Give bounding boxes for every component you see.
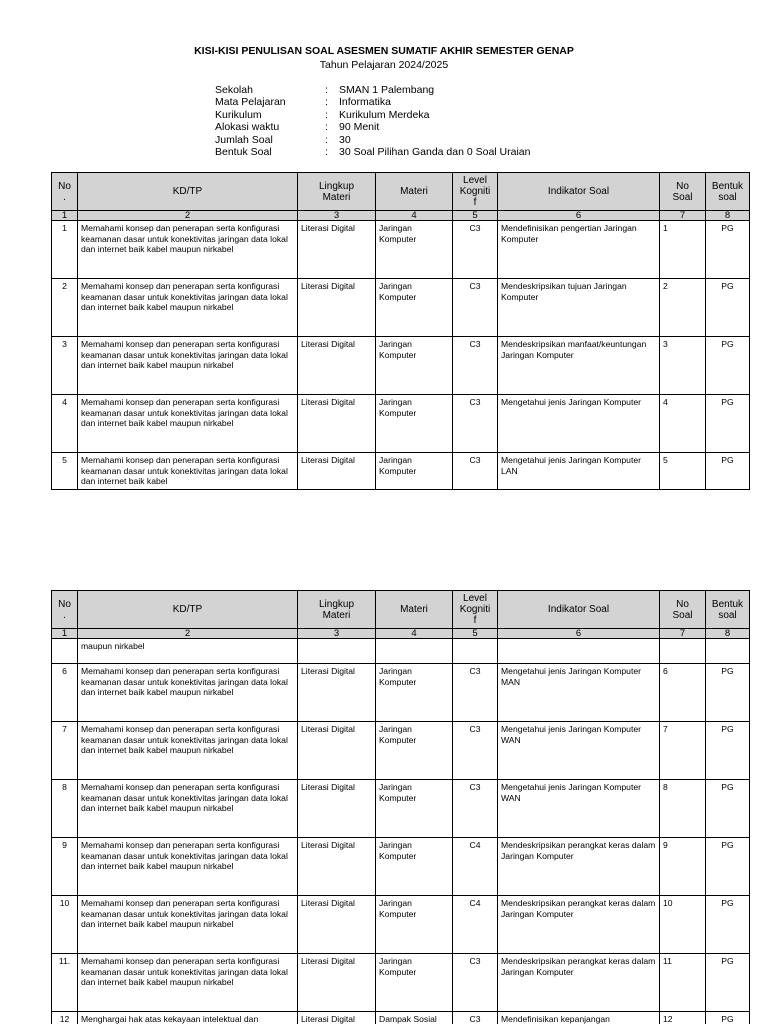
cell-level: C4 [453, 838, 498, 896]
cell-indikator: Mengetahui jenis Jaringan Komputer MAN [498, 664, 660, 722]
table-row [52, 722, 750, 780]
table-row [52, 337, 750, 395]
meta-colon: : [325, 96, 328, 109]
table-row [52, 639, 750, 664]
cell-kd: Memahami konsep dan penerapan serta konfigurasi keamanan dasar untuk konektivitas jaringan data lokal dan internet baik kabel maupun nirkabel [78, 780, 298, 838]
cell-nosoal: 5 [660, 453, 706, 490]
cell-kd: Memahami konsep dan penerapan serta konfigurasi keamanan dasar untuk konektivitas jaringan data lokal dan internet baik kabel maupun nirkabel [78, 838, 298, 896]
cell-materi: Jaringan Komputer [376, 337, 453, 395]
column-number: 7 [660, 629, 706, 639]
cell-lingkup: Literasi Digital [298, 954, 376, 1012]
meta-value: SMAN 1 Palembang [339, 84, 435, 96]
cell-nosoal: 12 [660, 1012, 706, 1024]
cell-bentuk: PG [706, 279, 750, 337]
header-kd: KD/TP [78, 591, 298, 629]
header-level: Level Kogniti f [453, 173, 498, 211]
cell-nosoal: 3 [660, 337, 706, 395]
column-number: 6 [498, 629, 660, 639]
cell-bentuk: PG [706, 221, 750, 279]
cell-no: 12 [52, 1012, 78, 1024]
cell-kd: Memahami konsep dan penerapan serta konfigurasi keamanan dasar untuk konektivitas jaringan data lokal dan internet baik kabel [78, 453, 298, 490]
cell-nosoal: 8 [660, 780, 706, 838]
cell-indikator: Mendeskripsikan perangkat keras dalam Jaringan Komputer [498, 954, 660, 1012]
cell-kd: Memahami konsep dan penerapan serta konfigurasi keamanan dasar untuk konektivitas jaringan data lokal dan internet baik kabel maupun nirkabel [78, 279, 298, 337]
header-level: Level Kogniti f [453, 591, 498, 629]
cell-kd: Memahami konsep dan penerapan serta konfigurasi keamanan dasar untuk konektivitas jaringan data lokal dan internet baik kabel maupun nirkabel [78, 221, 298, 279]
cell-kd: Memahami konsep dan penerapan serta konfigurasi keamanan dasar untuk konektivitas jaringan data lokal dan internet baik kabel maupun nirkabel [78, 664, 298, 722]
cell-nosoal: 6 [660, 664, 706, 722]
meta-row [215, 134, 530, 146]
cell-bentuk [706, 639, 750, 664]
cell-bentuk: PG [706, 954, 750, 1012]
meta-row [215, 96, 530, 108]
column-number: 3 [298, 629, 376, 639]
cell-lingkup: Literasi Digital [298, 453, 376, 490]
cell-bentuk: PG [706, 453, 750, 490]
table-header-row [52, 591, 750, 629]
header-nosoal: No Soal [660, 591, 706, 629]
meta-value: 90 Menit [339, 121, 380, 134]
document-subtitle: Tahun Pelajaran 2024/2025 [319, 59, 449, 71]
meta-colon: : [325, 108, 328, 121]
cell-no: 3 [52, 337, 78, 395]
cell-bentuk: PG [706, 1012, 750, 1024]
cell-nosoal: 7 [660, 722, 706, 780]
table-row [52, 1012, 750, 1024]
header-materi: Materi [376, 591, 453, 629]
cell-materi: Jaringan Komputer [376, 954, 453, 1012]
cell-lingkup: Literasi Digital [298, 221, 376, 279]
cell-materi: Dampak Sosial [376, 1012, 453, 1024]
cell-nosoal: 2 [660, 279, 706, 337]
kisi-table-page-2 [51, 590, 750, 1024]
cell-no: 6 [52, 664, 78, 722]
table-row [52, 395, 750, 453]
table-row [52, 780, 750, 838]
cell-bentuk: PG [706, 722, 750, 780]
cell-lingkup [298, 639, 376, 664]
cell-no: 11. [52, 954, 78, 1012]
table-row [52, 954, 750, 1012]
meta-row [215, 146, 530, 158]
column-number: 8 [706, 629, 750, 639]
table-header-row [52, 173, 750, 211]
header-materi: Materi [376, 173, 453, 211]
cell-kd: Memahami konsep dan penerapan serta konfigurasi keamanan dasar untuk konektivitas jaringan data lokal dan internet baik kabel maupun nirkabel [78, 896, 298, 954]
cell-kd: Menghargai hak atas kekayaan intelektual dan [78, 1012, 298, 1024]
cell-bentuk: PG [706, 337, 750, 395]
cell-materi: Jaringan Komputer [376, 221, 453, 279]
meta-row [215, 121, 530, 133]
column-number: 2 [78, 629, 298, 639]
column-number: 6 [498, 211, 660, 221]
meta-colon: : [325, 84, 328, 96]
cell-level: C3 [453, 780, 498, 838]
cell-lingkup: Literasi Digital [298, 664, 376, 722]
cell-indikator [498, 639, 660, 664]
meta-value: 30 [339, 133, 351, 146]
kisi-table-page-1 [51, 172, 750, 490]
table-row [52, 896, 750, 954]
cell-lingkup: Literasi Digital [298, 279, 376, 337]
cell-level: C3 [453, 279, 498, 337]
meta-colon: : [325, 121, 328, 134]
cell-indikator: Mengetahui jenis Jaringan Komputer WAN [498, 780, 660, 838]
column-number: 8 [706, 211, 750, 221]
header-indikator: Indikator Soal [498, 173, 660, 211]
cell-no: 4 [52, 395, 78, 453]
meta-label: Kurikulum [215, 108, 262, 121]
meta-value: Informatika [339, 96, 391, 109]
cell-nosoal: 10 [660, 896, 706, 954]
header-no: No . [52, 591, 78, 629]
cell-indikator: Mendeskripsikan perangkat keras dalam Jaringan Komputer [498, 838, 660, 896]
cell-level: C3 [453, 954, 498, 1012]
cell-indikator: Mendeskripsikan perangkat keras dalam Jaringan Komputer [498, 896, 660, 954]
cell-no: 1 [52, 221, 78, 279]
column-number: 4 [376, 629, 453, 639]
identity-block [215, 84, 530, 158]
header-bentuk: Bentuk soal [706, 591, 750, 629]
cell-indikator: Mengetahui jenis Jaringan Komputer [498, 395, 660, 453]
cell-level [453, 639, 498, 664]
meta-value: Kurikulum Merdeka [339, 108, 430, 121]
cell-lingkup: Literasi Digital [298, 1012, 376, 1024]
cell-level: C3 [453, 453, 498, 490]
column-number-row [52, 211, 750, 221]
table-row [52, 838, 750, 896]
column-number: 7 [660, 211, 706, 221]
meta-label: Alokasi waktu [215, 121, 280, 134]
header-lingkup: Lingkup Materi [298, 173, 376, 211]
header-nosoal: No Soal [660, 173, 706, 211]
cell-materi: Jaringan Komputer [376, 279, 453, 337]
cell-bentuk: PG [706, 838, 750, 896]
column-number: 5 [453, 211, 498, 221]
cell-materi: Jaringan Komputer [376, 838, 453, 896]
column-number: 1 [52, 629, 78, 639]
document-title: KISI-KISI PENULISAN SOAL ASESMEN SUMATIF AKHIR SEMESTER GENAP [194, 45, 574, 57]
cell-indikator: Mendefinisikan kepanjangan [498, 1012, 660, 1024]
meta-label: Mata Pelajaran [215, 96, 286, 109]
cell-no [52, 639, 78, 664]
cell-lingkup: Literasi Digital [298, 337, 376, 395]
table-row [52, 221, 750, 279]
cell-indikator: Mendefinisikan pengertian Jaringan Komputer [498, 221, 660, 279]
cell-lingkup: Literasi Digital [298, 395, 376, 453]
column-number: 2 [78, 211, 298, 221]
header-bentuk: Bentuk soal [706, 173, 750, 211]
cell-kd: Memahami konsep dan penerapan serta konfigurasi keamanan dasar untuk konektivitas jaringan data lokal dan internet baik kabel maupun nirkabel [78, 954, 298, 1012]
meta-colon: : [325, 145, 328, 158]
meta-label: Sekolah [215, 84, 253, 96]
header-kd: KD/TP [78, 173, 298, 211]
cell-level: C3 [453, 221, 498, 279]
cell-lingkup: Literasi Digital [298, 780, 376, 838]
cell-materi: Jaringan Komputer [376, 453, 453, 490]
cell-no: 10 [52, 896, 78, 954]
header-no: No . [52, 173, 78, 211]
cell-kd: Memahami konsep dan penerapan serta konfigurasi keamanan dasar untuk konektivitas jaringan data lokal dan internet baik kabel maupun nirkabel [78, 395, 298, 453]
cell-nosoal: 9 [660, 838, 706, 896]
cell-materi: Jaringan Komputer [376, 780, 453, 838]
cell-materi: Jaringan Komputer [376, 664, 453, 722]
column-number-row [52, 629, 750, 639]
cell-lingkup: Literasi Digital [298, 896, 376, 954]
cell-no: 7 [52, 722, 78, 780]
cell-bentuk: PG [706, 395, 750, 453]
cell-kd: maupun nirkabel [78, 639, 298, 664]
cell-materi [376, 639, 453, 664]
cell-no: 2 [52, 279, 78, 337]
cell-lingkup: Literasi Digital [298, 838, 376, 896]
meta-row [215, 109, 530, 121]
cell-level: C3 [453, 722, 498, 780]
cell-kd: Memahami konsep dan penerapan serta konfigurasi keamanan dasar untuk konektivitas jaringan data lokal dan internet baik kabel maupun nirkabel [78, 722, 298, 780]
cell-materi: Jaringan Komputer [376, 896, 453, 954]
cell-level: C3 [453, 395, 498, 453]
cell-bentuk: PG [706, 780, 750, 838]
cell-no: 8 [52, 780, 78, 838]
meta-row [215, 84, 530, 96]
column-number: 1 [52, 211, 78, 221]
header-indikator: Indikator Soal [498, 591, 660, 629]
cell-materi: Jaringan Komputer [376, 395, 453, 453]
column-number: 4 [376, 211, 453, 221]
table-row [52, 279, 750, 337]
meta-value: 30 Soal Pilihan Ganda dan 0 Soal Uraian [339, 145, 531, 158]
cell-indikator: Mengetahui jenis Jaringan Komputer LAN [498, 453, 660, 490]
cell-bentuk: PG [706, 664, 750, 722]
cell-indikator: Mendeskripsikan manfaat/keuntungan Jaringan Komputer [498, 337, 660, 395]
column-number: 5 [453, 629, 498, 639]
cell-no: 9 [52, 838, 78, 896]
cell-kd: Memahami konsep dan penerapan serta konfigurasi keamanan dasar untuk konektivitas jaringan data lokal dan internet baik kabel maupun nirkabel [78, 337, 298, 395]
cell-nosoal: 11 [660, 954, 706, 1012]
cell-indikator: Mengetahui jenis Jaringan Komputer WAN [498, 722, 660, 780]
cell-level: C3 [453, 337, 498, 395]
cell-no: 5 [52, 453, 78, 490]
meta-label: Bentuk Soal [215, 145, 272, 158]
cell-bentuk: PG [706, 896, 750, 954]
column-number: 3 [298, 211, 376, 221]
cell-materi: Jaringan Komputer [376, 722, 453, 780]
header-lingkup: Lingkup Materi [298, 591, 376, 629]
cell-nosoal: 1 [660, 221, 706, 279]
table-row [52, 453, 750, 490]
cell-nosoal: 4 [660, 395, 706, 453]
cell-level: C4 [453, 896, 498, 954]
cell-nosoal [660, 639, 706, 664]
cell-indikator: Mendeskripsikan tujuan Jaringan Komputer [498, 279, 660, 337]
meta-colon: : [325, 133, 328, 146]
cell-lingkup: Literasi Digital [298, 722, 376, 780]
cell-level: C3 [453, 664, 498, 722]
table-row [52, 664, 750, 722]
meta-label: Jumlah Soal [215, 133, 273, 146]
cell-level: C3 [453, 1012, 498, 1024]
